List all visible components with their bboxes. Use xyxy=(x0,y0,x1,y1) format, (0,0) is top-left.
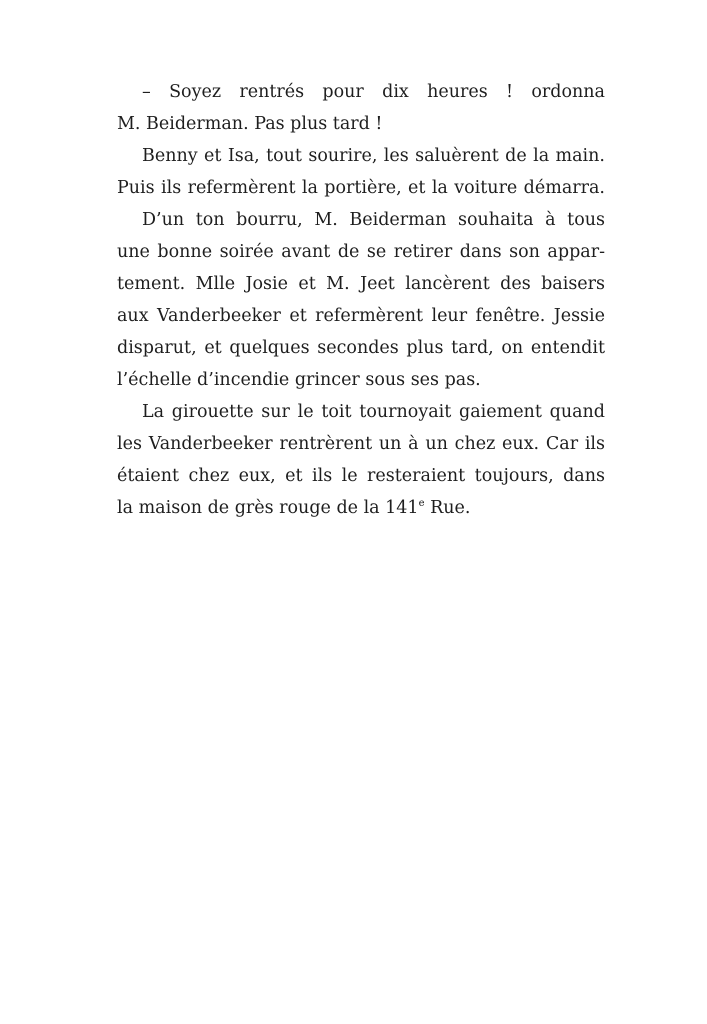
text-line: l’échelle d’incendie grincer sous ses pas. xyxy=(117,370,481,390)
text-line: une bonne soirée avant de se retirer dans son appar- xyxy=(117,242,605,262)
text-fragment: Rue. xyxy=(424,498,471,518)
text-line: M. Beiderman. Pas plus tard ! xyxy=(117,114,383,134)
paragraph-1 xyxy=(117,76,605,140)
paragraph-3 xyxy=(117,204,605,396)
text-line: tement. Mlle Josie et M. Jeet lancèrent des baisers xyxy=(117,274,605,294)
text-line: les Vanderbeeker rentrèrent un à un chez eux. Car ils xyxy=(117,434,605,454)
text-line: La girouette sur le toit tournoyait gaiement quand xyxy=(142,402,605,422)
text-line: aux Vanderbeeker et refermèrent leur fenêtre. Jessie xyxy=(117,306,605,326)
text-line: D’un ton bourru, M. Beiderman souhaita à tous xyxy=(142,210,605,230)
ordinal-superscript: e xyxy=(418,498,425,509)
text-line: – Soyez rentrés pour dix heures ! ordonna xyxy=(142,82,605,102)
paragraph-2 xyxy=(117,140,605,204)
text-line: étaient chez eux, et ils le resteraient toujours, dans xyxy=(117,466,605,486)
text-line: Puis ils refermèrent la portière, et la voiture démarra. xyxy=(117,178,605,198)
body-text xyxy=(117,76,605,524)
text-line: disparut, et quelques secondes plus tard, on entendit xyxy=(117,338,605,358)
paragraph-4 xyxy=(117,396,605,524)
text-line xyxy=(117,492,605,524)
text-fragment: la maison de grès rouge de la 141 xyxy=(117,498,419,518)
text-line: Benny et Isa, tout sourire, les saluèrent de la main. xyxy=(142,146,605,166)
